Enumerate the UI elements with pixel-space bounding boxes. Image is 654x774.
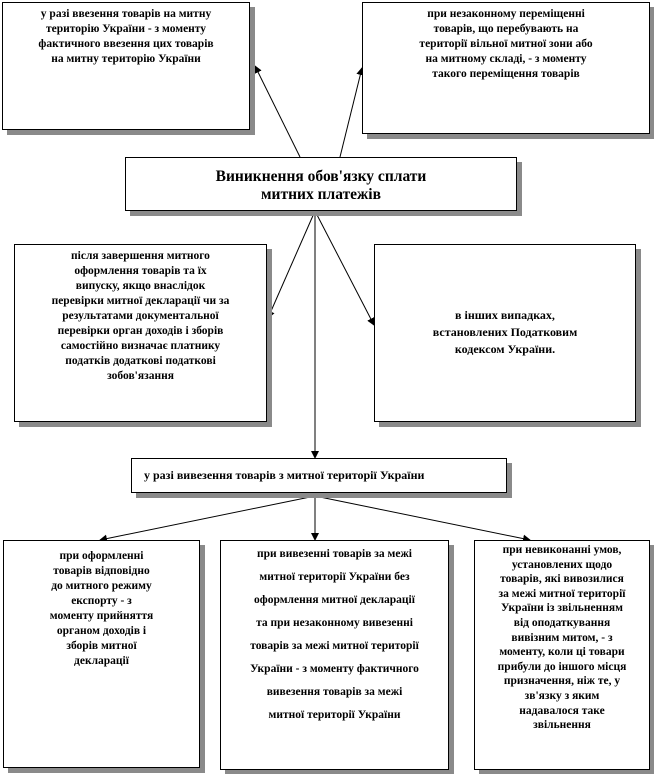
text-line: територію України - з моменту — [45, 23, 207, 35]
text-line: на митну територію України — [51, 53, 201, 65]
text-line: у разі ввезення товарів на митну — [40, 8, 212, 20]
text-line: товарів за межі митної території — [250, 640, 419, 652]
text-line: експорту - з — [71, 595, 132, 607]
text-line: установлених щодо — [511, 558, 613, 571]
import-condition-box — [2, 2, 250, 130]
text-line: зборів митної — [66, 640, 137, 652]
text-line: від оподаткування — [513, 616, 611, 629]
text-line: оформлення товарів та їх — [74, 265, 207, 277]
exemption-violation-box — [474, 540, 650, 770]
arrow-to-bottom-left — [100, 496, 315, 540]
text-line: кодексом України. — [454, 342, 556, 356]
text-line: у разі вивезення товарів з митної території України — [144, 468, 425, 482]
text-line: такого переміщення товарів — [432, 68, 580, 80]
text-line: оформлення митної декларації — [254, 594, 415, 606]
text-line: прибули до іншого місця — [497, 660, 627, 673]
text-line: надавалося таке — [519, 704, 605, 717]
text-line: самостійно визначає платнику — [60, 340, 221, 352]
text-line: при вивезенні товарів за межі — [256, 548, 413, 560]
text-line: за межі митної території — [498, 587, 626, 600]
text-line: та при незаконному вивезенні — [256, 617, 413, 629]
text-line: фактичного ввезення цих товарів — [38, 38, 214, 50]
text-line: вивізним митом, - з — [511, 631, 613, 644]
text-line: декларації — [74, 655, 129, 667]
arrow-to-mid-right — [315, 211, 374, 325]
text-line: території вільної митної зони або — [419, 38, 593, 50]
arrow-to-top-left — [255, 66, 300, 157]
text-line: при невиконанні умов, — [502, 544, 622, 556]
text-line: зобов'язання — [107, 370, 174, 382]
text-line: перевірки митної декларації чи за — [51, 295, 230, 307]
text-line: випуску, якщо внаслідок — [75, 280, 206, 292]
text-line: митної території України — [268, 709, 401, 721]
illegal-movement-box — [362, 2, 650, 134]
text-line: перевірки орган доходів і зборів — [57, 325, 224, 337]
text-line: товарів відповідно — [53, 565, 150, 577]
export-case-box — [131, 458, 507, 493]
text-line: товарів, які вивозилися — [500, 573, 624, 586]
text-line: органом доходів і — [56, 625, 147, 637]
text-line: митної території України без — [259, 571, 410, 583]
text-line: до митного режиму — [51, 580, 152, 592]
text-line: вивезення товарів за межі — [266, 686, 403, 698]
text-line: товарів, що перебувають на — [433, 23, 579, 35]
text-line: при незаконному переміщенні — [427, 8, 585, 20]
arrow-to-bottom-right — [315, 496, 530, 540]
text-line: встановлених Податковим — [432, 325, 578, 339]
title-line: Виникнення обов'язку сплати — [215, 168, 427, 185]
text-line: України із звільненням — [501, 602, 623, 615]
text-line: результатами документальної — [62, 310, 219, 322]
post-clearance-box — [14, 244, 267, 422]
text-line: зв'язку з яким — [524, 689, 600, 702]
title-line: митних платежів — [261, 186, 381, 203]
text-line: України - з моменту фактичного — [250, 663, 419, 675]
text-line: призначення, ніж те, у — [503, 675, 621, 688]
text-line: податків додаткові податкові — [65, 355, 216, 367]
text-line: після завершення митного — [71, 250, 210, 262]
text-line: звільнення — [533, 719, 591, 732]
text-line: моменту прийняття — [49, 610, 154, 622]
text-line: моменту, коли ці товари — [499, 646, 625, 659]
main-title-box — [125, 157, 517, 211]
text-line: при оформленні — [59, 550, 144, 562]
other-cases-box — [374, 244, 636, 422]
arrow-to-mid-left — [268, 211, 315, 318]
arrow-to-top-right — [340, 68, 362, 157]
export-without-declaration-box — [220, 540, 449, 770]
export-regime-box — [3, 540, 200, 768]
text-line: на митному складі, - з моменту — [425, 53, 587, 65]
text-line: в інших випадках, — [455, 308, 555, 322]
